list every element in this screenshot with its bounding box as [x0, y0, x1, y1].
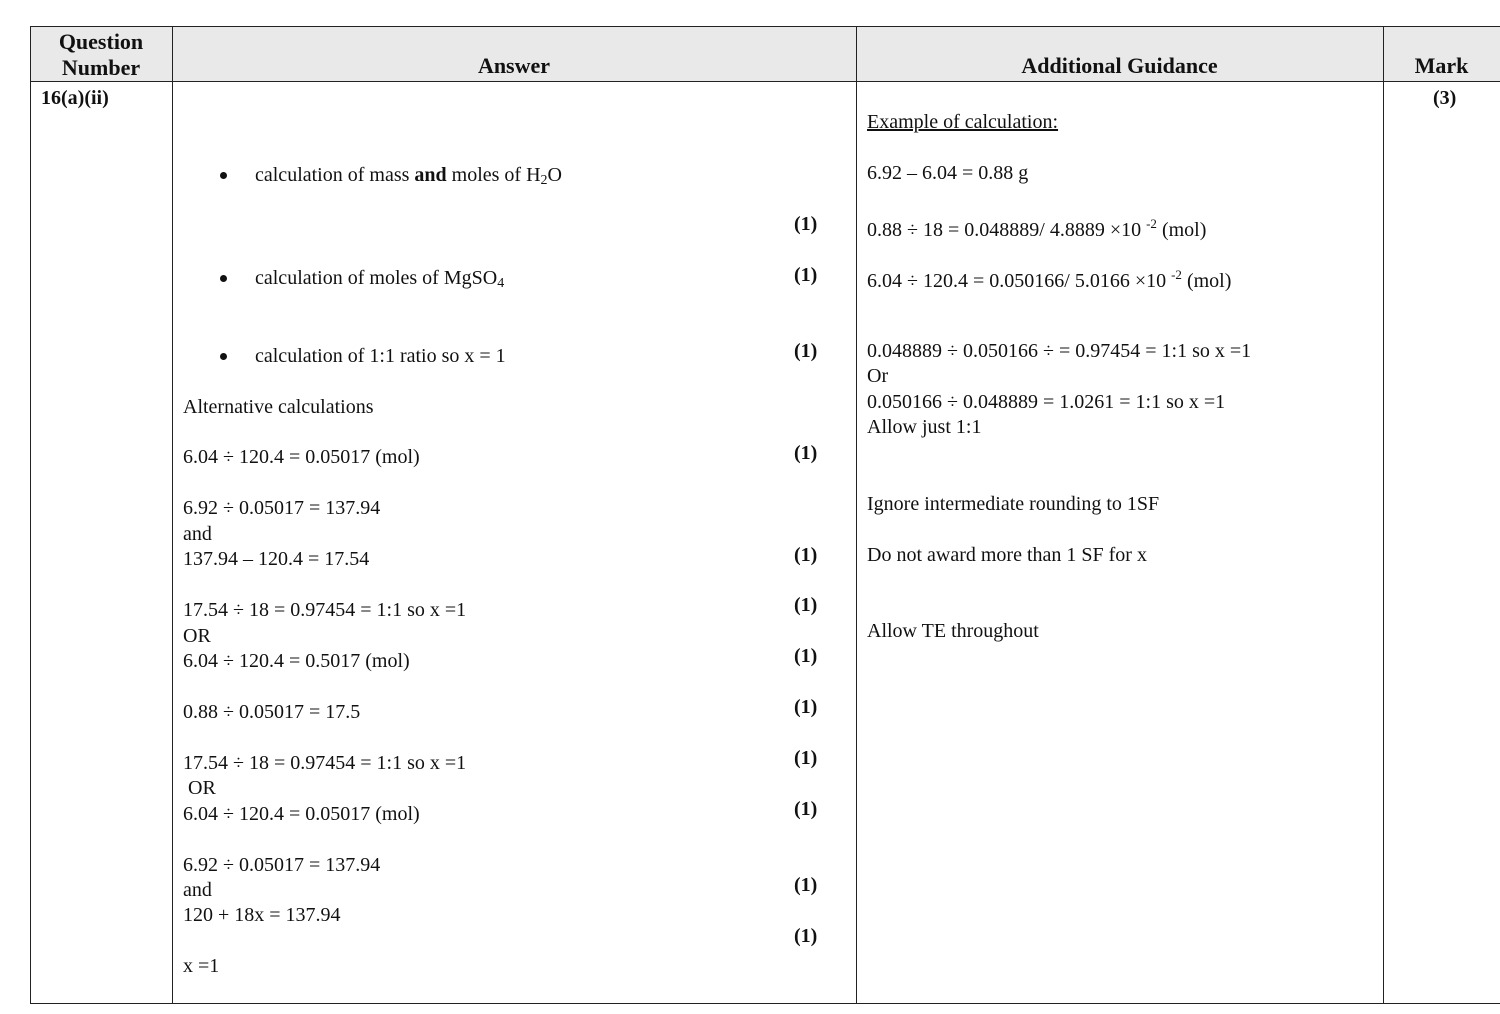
guidance-line: Allow TE throughout: [867, 620, 1039, 642]
bullet-icon: [220, 353, 227, 360]
answer-line: 6.04 ÷ 120.4 = 0.5017 (mol): [183, 650, 410, 672]
answer-line: and: [183, 523, 212, 545]
answer-line: 6.92 ÷ 0.05017 = 137.94: [183, 854, 381, 876]
table-bottom-border: [30, 1003, 1500, 1004]
table-top-border: [30, 26, 1500, 27]
guidance-line: Ignore intermediate rounding to 1SF: [867, 493, 1160, 515]
header-bottom-border: [30, 81, 1500, 82]
answer-line: 17.54 ÷ 18 = 0.97454 = 1:1 so x =1: [183, 599, 467, 621]
guidance-line: Do not award more than 1 SF for x: [867, 544, 1147, 566]
guidance-example-heading: Example of calculation:: [867, 111, 1059, 133]
answer-line: 0.88 ÷ 0.05017 = 17.5: [183, 701, 361, 723]
header-question-number: Question Number: [58, 29, 144, 80]
mark-point: (1): [794, 925, 818, 947]
answer-line: OR: [183, 625, 211, 647]
mark-point: (1): [794, 264, 818, 286]
answer-line: 6.04 ÷ 120.4 = 0.05017 (mol): [183, 803, 420, 825]
answer-line: 120 + 18x = 137.94: [183, 904, 341, 926]
alternative-heading: Alternative calculations: [183, 396, 374, 418]
column-divider-3: [1383, 26, 1384, 1004]
bullet-icon: [220, 172, 227, 179]
question-total-mark: (3): [1433, 87, 1457, 109]
guidance-line: 6.92 – 6.04 = 0.88 g: [867, 162, 1029, 184]
mark-point: (1): [794, 798, 818, 820]
header-mark: Mark: [1414, 53, 1469, 78]
mark-point: (1): [794, 874, 818, 896]
answer-line: 17.54 ÷ 18 = 0.97454 = 1:1 so x =1: [183, 752, 467, 774]
answer-bullet-1: calculation of mass and moles of $H_2O$: [255, 164, 562, 188]
bullet-icon: [220, 275, 227, 282]
answer-line: and: [183, 879, 212, 901]
mark-point: (1): [794, 747, 818, 769]
header-additional-guidance: Additional Guidance: [1021, 53, 1218, 78]
mark-point: (1): [794, 696, 818, 718]
answer-line: OR: [188, 777, 216, 799]
mark-point: (1): [794, 594, 818, 616]
guidance-line: Allow just 1:1: [867, 416, 982, 438]
guidance-line: Or: [867, 365, 889, 387]
guidance-line: 6.04 ÷ 120.4 = 0.050166/ 5.0166 ×10 $^{-2}$ (mol): [867, 267, 1232, 292]
answer-line: 6.04 ÷ 120.4 = 0.05017 (mol): [183, 446, 420, 468]
mark-point: (1): [794, 645, 818, 667]
guidance-line: 0.88 ÷ 18 = 0.048889/ 4.8889 ×10 $^{-2}$ (mol): [867, 216, 1207, 241]
answer-line: x =1: [183, 955, 220, 977]
answer-bullet-3: calculation of 1:1 ratio so x = 1: [255, 345, 506, 367]
table-left-border: [30, 26, 31, 1004]
header-answer: Answer: [477, 53, 551, 78]
column-divider-1: [172, 26, 173, 1004]
answer-line: 137.94 – 120.4 = 17.54: [183, 548, 370, 570]
mark-point: (1): [794, 442, 818, 464]
column-divider-2: [856, 26, 857, 1004]
guidance-line: 0.048889 ÷ 0.050166 ÷ = 0.97454 = 1:1 so x =1: [867, 340, 1252, 362]
question-number: 16(a)(ii): [41, 87, 109, 109]
guidance-line: 0.050166 ÷ 0.048889 = 1.0261 = 1:1 so x =1: [867, 391, 1226, 413]
mark-point: (1): [794, 544, 818, 566]
answer-line: 6.92 ÷ 0.05017 = 137.94: [183, 497, 381, 519]
answer-bullet-2: calculation of moles of MgSO$_4$: [255, 267, 505, 291]
mark-point: (1): [794, 213, 818, 235]
mark-point: (1): [794, 340, 818, 362]
